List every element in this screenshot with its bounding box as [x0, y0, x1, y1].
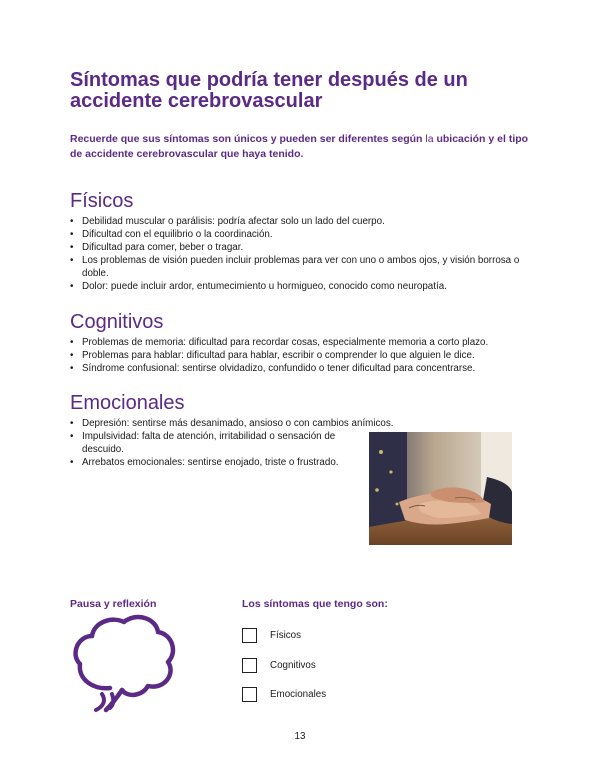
list-item: • Debilidad muscular o parálisis: podría afectar solo un lado del cuerpo. [70, 215, 530, 228]
section-heading-cognitivos: Cognitivos [70, 311, 164, 333]
checkbox-row-fisicos[interactable] [242, 626, 301, 644]
intro-text [70, 132, 540, 162]
list-emocionales [70, 417, 394, 469]
checkbox-label: Emocionales [270, 688, 327, 700]
list-item: • Problemas de memoria: dificultad para recordar cosas, especialmente memoria a corto plazo. [70, 336, 540, 349]
holding-hands-photo [369, 432, 512, 545]
list-item: • Impulsividad: falta de atención, irritabilidad o sensación de descuido. [70, 430, 352, 456]
section-heading-emocionales: Emocionales [70, 392, 185, 414]
page-title: Síntomas que podría tener después de un accidente cerebrovascular [70, 69, 468, 112]
intro-part-2: la [425, 133, 434, 145]
list-item: • Dolor: puede incluir ardor, entumecimiento u hormigueo, conocido como neuropatía. [70, 280, 530, 293]
holding-hands-image [369, 432, 512, 545]
checkbox-label: Cognitivos [270, 659, 316, 671]
list-item: • Depresión: sentirse más desanimado, ansioso o con cambios anímicos. [70, 417, 442, 430]
checkbox-label: Físicos [270, 629, 302, 641]
checkbox-fisicos[interactable] [242, 628, 257, 643]
list-item: • Dificultad con el equilibrio o la coordinación. [70, 228, 530, 241]
list-item: • Problemas para hablar: dificultad para hablar, escribir o comprender lo que alguien le dice. [70, 349, 540, 362]
list-fisicos [70, 215, 530, 293]
list-item: • Los problemas de visión pueden incluir problemas para ver con uno o ambos ojos, y visión borrosa o doble. [70, 254, 530, 280]
reflection-label: Pausa y reflexión [70, 598, 157, 610]
checkbox-cognitivos[interactable] [242, 658, 257, 673]
brain-icon [72, 612, 178, 714]
checkbox-row-cognitivos[interactable] [242, 656, 316, 674]
checkbox-emocionales[interactable] [242, 687, 257, 702]
reflection-question: Los síntomas que tengo son: [242, 598, 388, 610]
intro-part-1: Recuerde que sus síntomas son únicos y pueden ser diferentes según [70, 133, 426, 145]
page-number: 13 [294, 731, 306, 742]
list-item: • Dificultad para comer, beber o tragar. [70, 241, 530, 254]
list-item: • Síndrome confusional: sentirse olvidadizo, confundido o tener dificultad para concentrarse. [70, 362, 540, 375]
checkbox-row-emocionales[interactable] [242, 685, 326, 703]
list-cognitivos [70, 336, 540, 375]
section-heading-fisicos: Físicos [70, 190, 134, 212]
list-item: • Arrebatos emocionales: sentirse enojado, triste o frustrado. [70, 456, 382, 469]
intro-part-3: ubicación y el tipo de accidente cerebrovascular que haya tenido. [70, 133, 529, 160]
